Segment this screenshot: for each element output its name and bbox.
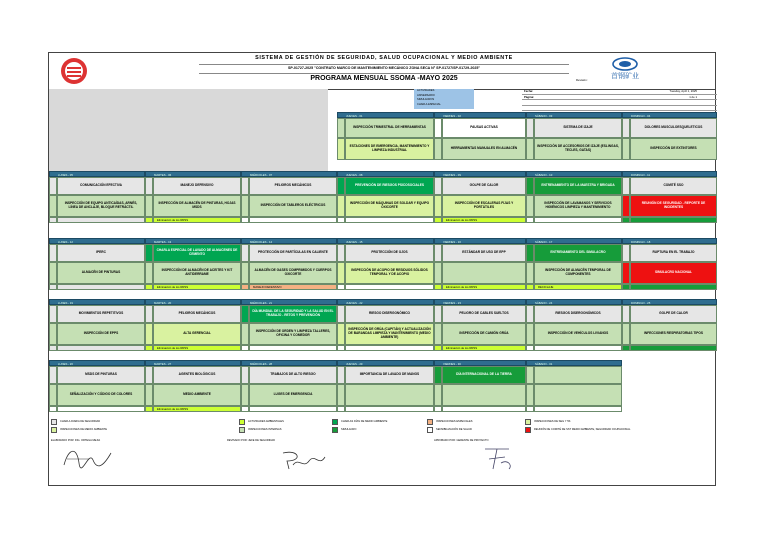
day-header: JUEVES - 01 — [337, 112, 434, 118]
day-number — [241, 406, 249, 412]
legend-swatch — [525, 427, 531, 433]
activity-cell — [534, 366, 622, 384]
note-cell — [534, 217, 622, 223]
day-header: LUNES - 12 — [49, 238, 145, 244]
day-number — [145, 217, 153, 223]
day-number — [622, 195, 630, 217]
day-header: DOMINGO - 04 — [622, 112, 717, 118]
revisado-label: REVISADO POR: JEFE DE SEGURIDAD — [227, 439, 275, 442]
day-number — [434, 244, 442, 262]
day-number — [526, 177, 534, 195]
activity-cell: INSPECCIÓN DE ESCALERAS FIJAS Y PORTÁTILES — [442, 195, 526, 217]
day-number — [145, 366, 153, 384]
activity-cell: INFECCIONES RESPIRATORIAS TIPOS — [630, 323, 717, 345]
legend-item: ANIVERSARIO — [417, 93, 435, 97]
day-number — [49, 244, 57, 262]
day-number — [145, 305, 153, 323]
activity-cell: MSDS DE PINTURAS — [57, 366, 145, 384]
activity-cell: TRABAJOS DE ALTO RIESGO — [249, 366, 337, 384]
legend-swatch — [239, 427, 245, 433]
day-number — [526, 406, 534, 412]
day-number — [337, 345, 345, 351]
activity-cell: PELIGROS MECÁNICOS — [249, 177, 337, 195]
day-number — [337, 244, 345, 262]
day-number — [526, 384, 534, 406]
note-cell: Eliminación de los RRSS — [153, 284, 241, 290]
activity-cell — [534, 384, 622, 406]
day-number — [434, 305, 442, 323]
day-header: SÁBADO - 24 — [526, 299, 622, 305]
activity-cell: COMITÉ SSO — [630, 177, 717, 195]
day-number — [337, 366, 345, 384]
activity-cell: INSPECCIÓN DE EPPS — [57, 323, 145, 345]
day-header: VIERNES - 02 — [434, 112, 526, 118]
activity-cell: IMPORTANCIA DE LAVADO DE MANOS — [345, 366, 434, 384]
activity-cell: INSPECCIÓN DE MÁQUINAS DE SOLDAR Y EQUIPO OXICORTE — [345, 195, 434, 217]
day-header: MIÉRCOLES - 07 — [241, 171, 337, 177]
note-cell: MANEJO DEFENSIVO — [249, 284, 337, 290]
info-row-date: Fecha: Tuesday, April 1, 2025 — [522, 89, 717, 95]
day-header: JUEVES - 22 — [337, 299, 434, 305]
legend-swatch — [51, 419, 57, 425]
activity-cell: INSPECCIÓN DE TABLEROS ELÉCTRICOS — [249, 195, 337, 217]
signature-aprobado — [479, 445, 519, 473]
day-number — [622, 177, 630, 195]
header — [49, 53, 715, 90]
contract-title: SP-01727-2025 "CONTRATO MARCO DE MANTENIMIENTO MECÁNICO ZONA SECA N° SP-01727/SP-01729-2025" — [287, 66, 481, 70]
day-number — [526, 305, 534, 323]
day-number — [337, 217, 345, 223]
activity-cell: INSPECCIÓN DE ALMACÉN DE ACEITES Y KIT ANTIDERRAME — [153, 262, 241, 284]
note-cell — [249, 406, 337, 412]
day-number — [49, 323, 57, 345]
day-header: VIERNES - 23 — [434, 299, 526, 305]
day-header: SÁBADO - 10 — [526, 171, 622, 177]
info-row-page: Página: 1 de 1 — [522, 95, 717, 101]
activity-cell: INSPECCIÓN DE ORDEN Y LIMPIEZA TALLERES, OFICINA Y COMEDOR — [249, 323, 337, 345]
day-number — [241, 345, 249, 351]
aprobado-label: APROBADO POR: GERENTE DE PROYECTO — [434, 439, 489, 442]
note-cell — [630, 217, 717, 223]
program-title: PROGRAMA MENSUAL SSOMA -MAYO 2025 — [310, 75, 458, 82]
day-number — [434, 177, 442, 195]
day-number — [241, 195, 249, 217]
signature-elaborado — [59, 445, 119, 473]
note-cell — [57, 217, 145, 223]
day-header: JUEVES - 15 — [337, 238, 434, 244]
note-cell — [345, 406, 434, 412]
activity-cell: ALTA GERENCIAL — [153, 323, 241, 345]
activity-cell: INSPECCIÓN DE CAMIÓN GRÚA — [442, 323, 526, 345]
activity-cell: PAUSAS ACTIVAS — [442, 118, 526, 138]
legend-swatch — [239, 419, 245, 425]
day-number — [241, 305, 249, 323]
day-header: LUNES - 26 — [49, 360, 145, 366]
activity-cell: INSPECCIÓN DE ALMACÉN DE PINTURAS, HOJAS MSDS — [153, 195, 241, 217]
activity-cell: INSPECCIÓN DE GRÚA (CAPITÁN) Y ACTUALIZACIÓN DE BARANDAS LIMPIEZA Y MANTENIMIENTO (MEDIO AMBIENTE) — [345, 323, 434, 345]
note-cell — [345, 217, 434, 223]
legend-item: CHARLA ESPECIAL — [417, 102, 441, 106]
day-number — [241, 217, 249, 223]
legend-label: INSPECCIONES ESPECIALES — [436, 420, 473, 423]
note-cell — [630, 284, 717, 290]
day-number — [622, 244, 630, 262]
day-header: SÁBADO - 17 — [526, 238, 622, 244]
day-number — [526, 366, 534, 384]
day-number — [526, 262, 534, 284]
activity-cell: ALMACÉN DE PINTURAS — [57, 262, 145, 284]
activity-cell: GOLPE DE CALOR — [442, 177, 526, 195]
day-number — [526, 323, 534, 345]
day-number — [49, 284, 57, 290]
note-cell: RECICLAJE — [534, 284, 622, 290]
activity-cell: RIESGOS DISERGONÓMICOS — [534, 305, 622, 323]
day-header: JUEVES - 29 — [337, 360, 434, 366]
day-number — [145, 177, 153, 195]
day-number — [145, 284, 153, 290]
note-cell — [345, 345, 434, 351]
day-number — [241, 384, 249, 406]
activity-cell: MANEJO DEFENSIVO — [153, 177, 241, 195]
day-number — [49, 366, 57, 384]
day-header: MARTES - 20 — [145, 299, 241, 305]
day-header: MIÉRCOLES - 21 — [241, 299, 337, 305]
note-cell — [534, 345, 622, 351]
activity-cell: INSPECCIÓN DE EXTINTORES — [630, 138, 717, 160]
company-logo-left — [59, 56, 89, 86]
activity-cell: ALMACÉN DE GASES COMPRIMIDOS Y CUERPOS OXICORTE — [249, 262, 337, 284]
activity-cell: INSPECCIÓN DE ALMACÉN TEMPORAL DE COMPONENTES — [534, 262, 622, 284]
day-number — [434, 262, 442, 284]
day-number — [145, 244, 153, 262]
activity-cell: MOVIMIENTOS REPETITIVOS — [57, 305, 145, 323]
day-number — [434, 118, 442, 138]
ssoma-sheet — [48, 52, 716, 486]
svg-text:首钢矿业: 首钢矿业 — [611, 72, 639, 80]
activity-cell — [345, 384, 434, 406]
activity-cell: ENTRENAMIENTO DE LA MAESTRA Y BRIGADA — [534, 177, 622, 195]
activity-cell: COMUNICACIÓN EFECTIVA — [57, 177, 145, 195]
activity-cell: RUPTURA EN EL TRABAJO — [630, 244, 717, 262]
day-number — [337, 384, 345, 406]
day-number — [241, 366, 249, 384]
day-number — [622, 345, 630, 351]
note-cell: Eliminación de los RRSS — [153, 406, 241, 412]
activity-cell: PROTECCIÓN DE OJOS — [345, 244, 434, 262]
legend-swatch — [51, 427, 57, 433]
day-number — [145, 406, 153, 412]
activity-cell: PELIGROS MECÁNICOS — [153, 305, 241, 323]
activity-cell: ESTACIONES DE EMERGENCIA, MANTENIMIENTO Y LIMPIEZA INDUSTRIAL — [345, 138, 434, 160]
day-number — [145, 384, 153, 406]
activity-cell: PROTECCIÓN DE PARTÍCULAS EN CALIENTE — [249, 244, 337, 262]
activity-cell: SIMULACRO NACIONAL — [630, 262, 717, 284]
day-number — [49, 305, 57, 323]
legend-box — [414, 89, 474, 109]
activity-cell: ENTRENAMIENTO DEL SIMULACRO — [534, 244, 622, 262]
note-cell: Eliminación de los RRSS — [442, 345, 526, 351]
note-cell — [345, 284, 434, 290]
day-number — [241, 177, 249, 195]
company-logo-right — [595, 55, 655, 81]
activity-cell: DÍA INTERNACIONAL DE LA TIERRA — [442, 366, 526, 384]
day-number — [241, 262, 249, 284]
elaborado-label: ELABORADO POR: ING. ORTEGA MEJIA — [51, 439, 101, 442]
day-number — [337, 323, 345, 345]
legend-label: SIMULACRO — [341, 428, 357, 431]
day-header: VIERNES - 16 — [434, 238, 526, 244]
activity-cell: PELIGRO DE CABLES SUELTOS — [442, 305, 526, 323]
day-header: MARTES - 06 — [145, 171, 241, 177]
activity-cell: CHARLA ESPECIAL DE LAVADO DE ALMACENES DE CEMENTO — [153, 244, 241, 262]
system-title: SISTEMA DE GESTIÓN DE SEGURIDAD, SALUD OCUPACIONAL Y MEDIO AMBIENTE — [255, 55, 513, 61]
legend-swatch — [427, 419, 433, 425]
day-number — [337, 284, 345, 290]
note-cell: Eliminación de los RRSS — [153, 345, 241, 351]
day-number — [526, 195, 534, 217]
day-number — [526, 244, 534, 262]
day-number — [49, 217, 57, 223]
day-number — [434, 284, 442, 290]
day-number — [241, 284, 249, 290]
day-number — [434, 138, 442, 160]
activity-cell: GOLPE DE CALOR — [630, 305, 717, 323]
day-number — [434, 406, 442, 412]
activity-cell: INSPECCIÓN DE ACCESORIOS DE IZAJE (ESLINGAS, TECLES, GATAS) — [534, 138, 622, 160]
day-number — [337, 262, 345, 284]
day-number — [337, 177, 345, 195]
day-number — [434, 345, 442, 351]
activity-cell: IPERC — [57, 244, 145, 262]
day-number — [49, 195, 57, 217]
day-header: DOMINGO - 25 — [622, 299, 717, 305]
note-cell: Eliminación de los RRSS — [153, 217, 241, 223]
note-cell — [442, 406, 526, 412]
day-number — [434, 195, 442, 217]
day-number — [145, 345, 153, 351]
legend-swatch — [427, 427, 433, 433]
day-number — [622, 305, 630, 323]
activity-cell: SEÑALIZACIÓN Y CÓDIGO DE COLORES — [57, 384, 145, 406]
activity-cell: LUGES DE EMERGENCIA — [249, 384, 337, 406]
note-cell — [249, 217, 337, 223]
day-number — [49, 262, 57, 284]
activity-cell — [442, 384, 526, 406]
day-number — [526, 345, 534, 351]
legend-label: INSPECCIONES DE SEG Y 5S — [534, 420, 571, 423]
day-number — [145, 323, 153, 345]
day-number — [622, 323, 630, 345]
day-number — [622, 138, 630, 160]
note-cell — [534, 406, 622, 412]
legend-item: ACTIVIDADES — [417, 89, 435, 92]
day-number — [622, 217, 630, 223]
note-cell — [57, 345, 145, 351]
legend-label: INSPECCIONES INTERNAS — [248, 428, 282, 431]
note-cell: Eliminación de los RRSS — [442, 217, 526, 223]
activity-cell: SISTEMA DE IZAJE — [534, 118, 622, 138]
day-number — [434, 217, 442, 223]
activity-cell: INSPECCIÓN DE LAVAMANOS Y SERVICIOS HIGIÉNICOS LIMPIEZA Y MANTENIMIENTO — [534, 195, 622, 217]
day-number — [337, 118, 345, 138]
day-number — [337, 195, 345, 217]
day-header: LUNES - 19 — [49, 299, 145, 305]
activity-cell: MEDIO AMBIENTE — [153, 384, 241, 406]
note-cell — [630, 345, 717, 351]
day-number — [434, 323, 442, 345]
day-number — [145, 195, 153, 217]
day-header: MIÉRCOLES - 14 — [241, 238, 337, 244]
legend-label: INSPECCIONES DE MEDIO AMBIENTE — [60, 428, 107, 431]
day-number — [241, 323, 249, 345]
activity-cell: INSPECCIÓN DE EQUIPO ANTICAÍDAS, ARNÉS, LÍNEA DE ANCLAJE, BLOQUE RETRÁCTIL — [57, 195, 145, 217]
signature-revisado — [279, 447, 329, 473]
note-cell — [249, 345, 337, 351]
note-cell: Eliminación de los RRSS — [442, 284, 526, 290]
activity-cell — [442, 262, 526, 284]
activity-cell: INSPECCIÓN DE VEHÍCULOS LIVIANOS — [534, 323, 622, 345]
note-cell — [57, 406, 145, 412]
day-number — [49, 384, 57, 406]
day-number — [622, 262, 630, 284]
day-header: JUEVES - 08 — [337, 171, 434, 177]
day-header: VIERNES - 30 — [434, 360, 526, 366]
activity-cell: INSPECCIÓN TRIMESTRAL DE HERRAMIENTAS — [345, 118, 434, 138]
day-number — [526, 138, 534, 160]
legend-swatch — [525, 419, 531, 425]
note-cell — [57, 284, 145, 290]
legend-label: CHARLA DIARIA DE SEGURIDAD — [60, 420, 101, 423]
day-number — [145, 262, 153, 284]
legend-label: CHARLAS DÍAS DE MEDIO AMBIENTE — [341, 420, 388, 423]
header-gray-block — [49, 89, 328, 175]
day-number — [526, 217, 534, 223]
legend-swatch — [332, 419, 338, 425]
day-number — [49, 345, 57, 351]
day-header: SÁBADO - 03 — [526, 112, 622, 118]
day-header: MIÉRCOLES - 28 — [241, 360, 337, 366]
day-number — [526, 284, 534, 290]
day-number — [622, 118, 630, 138]
activity-cell: DOLORES MUSCULOESQUELETICOS — [630, 118, 717, 138]
day-number — [526, 118, 534, 138]
day-number — [337, 305, 345, 323]
day-header: VIERNES - 09 — [434, 171, 526, 177]
day-number — [434, 384, 442, 406]
day-number — [241, 244, 249, 262]
activity-cell: REUNIÓN DE SEGURIDAD - REPORTE DE INCIDENTES — [630, 195, 717, 217]
day-header: LUNES - 05 — [49, 171, 145, 177]
day-number — [434, 366, 442, 384]
activity-cell: AGENTES BIOLÓGICOS — [153, 366, 241, 384]
activity-cell: PREVENCIÓN DE RIESGOS PSICOSOCIALES — [345, 177, 434, 195]
activity-cell: DÍA MUNDIAL DE LA SEGURIDAD Y LA SALUD EN EL TRABAJO - RETOS Y PREVENCIÓN — [249, 305, 337, 323]
legend-item: SIMULACROS — [417, 98, 435, 101]
day-header: MARTES - 13 — [145, 238, 241, 244]
day-number — [49, 177, 57, 195]
day-header: DOMINGO - 18 — [622, 238, 717, 244]
activity-cell: INSPECCIÓN DE ACOPIO DE RESIDUOS SÓLIDOS TEMPORAL Y DE ACOPIO — [345, 262, 434, 284]
legend-label: SENSIBILIZACIÓN DE SALUD — [436, 428, 472, 431]
activity-cell: ESTÁNDAR DE USO DE EPP — [442, 244, 526, 262]
day-header: SÁBADO - 31 — [526, 360, 622, 366]
day-number — [622, 284, 630, 290]
day-header: MARTES - 27 — [145, 360, 241, 366]
day-header: DOMINGO - 11 — [622, 171, 717, 177]
revision-label: Revisión: — [576, 78, 588, 82]
day-number — [337, 138, 345, 160]
day-number — [337, 406, 345, 412]
legend-label: REUNIÓN DE COMITÉ DE SST MEDIO AMBIENTE, SEGURIDAD OCUPACIONAL — [534, 428, 631, 431]
legend-swatch — [332, 427, 338, 433]
day-number — [49, 406, 57, 412]
legend-label: ACTIVIDADES AMBIENTALES — [248, 420, 284, 423]
activity-cell: RIESGO DISERGONÓMICO — [345, 305, 434, 323]
activity-cell: HERRAMIENTAS MANUALES EN ALMACÉN — [442, 138, 526, 160]
